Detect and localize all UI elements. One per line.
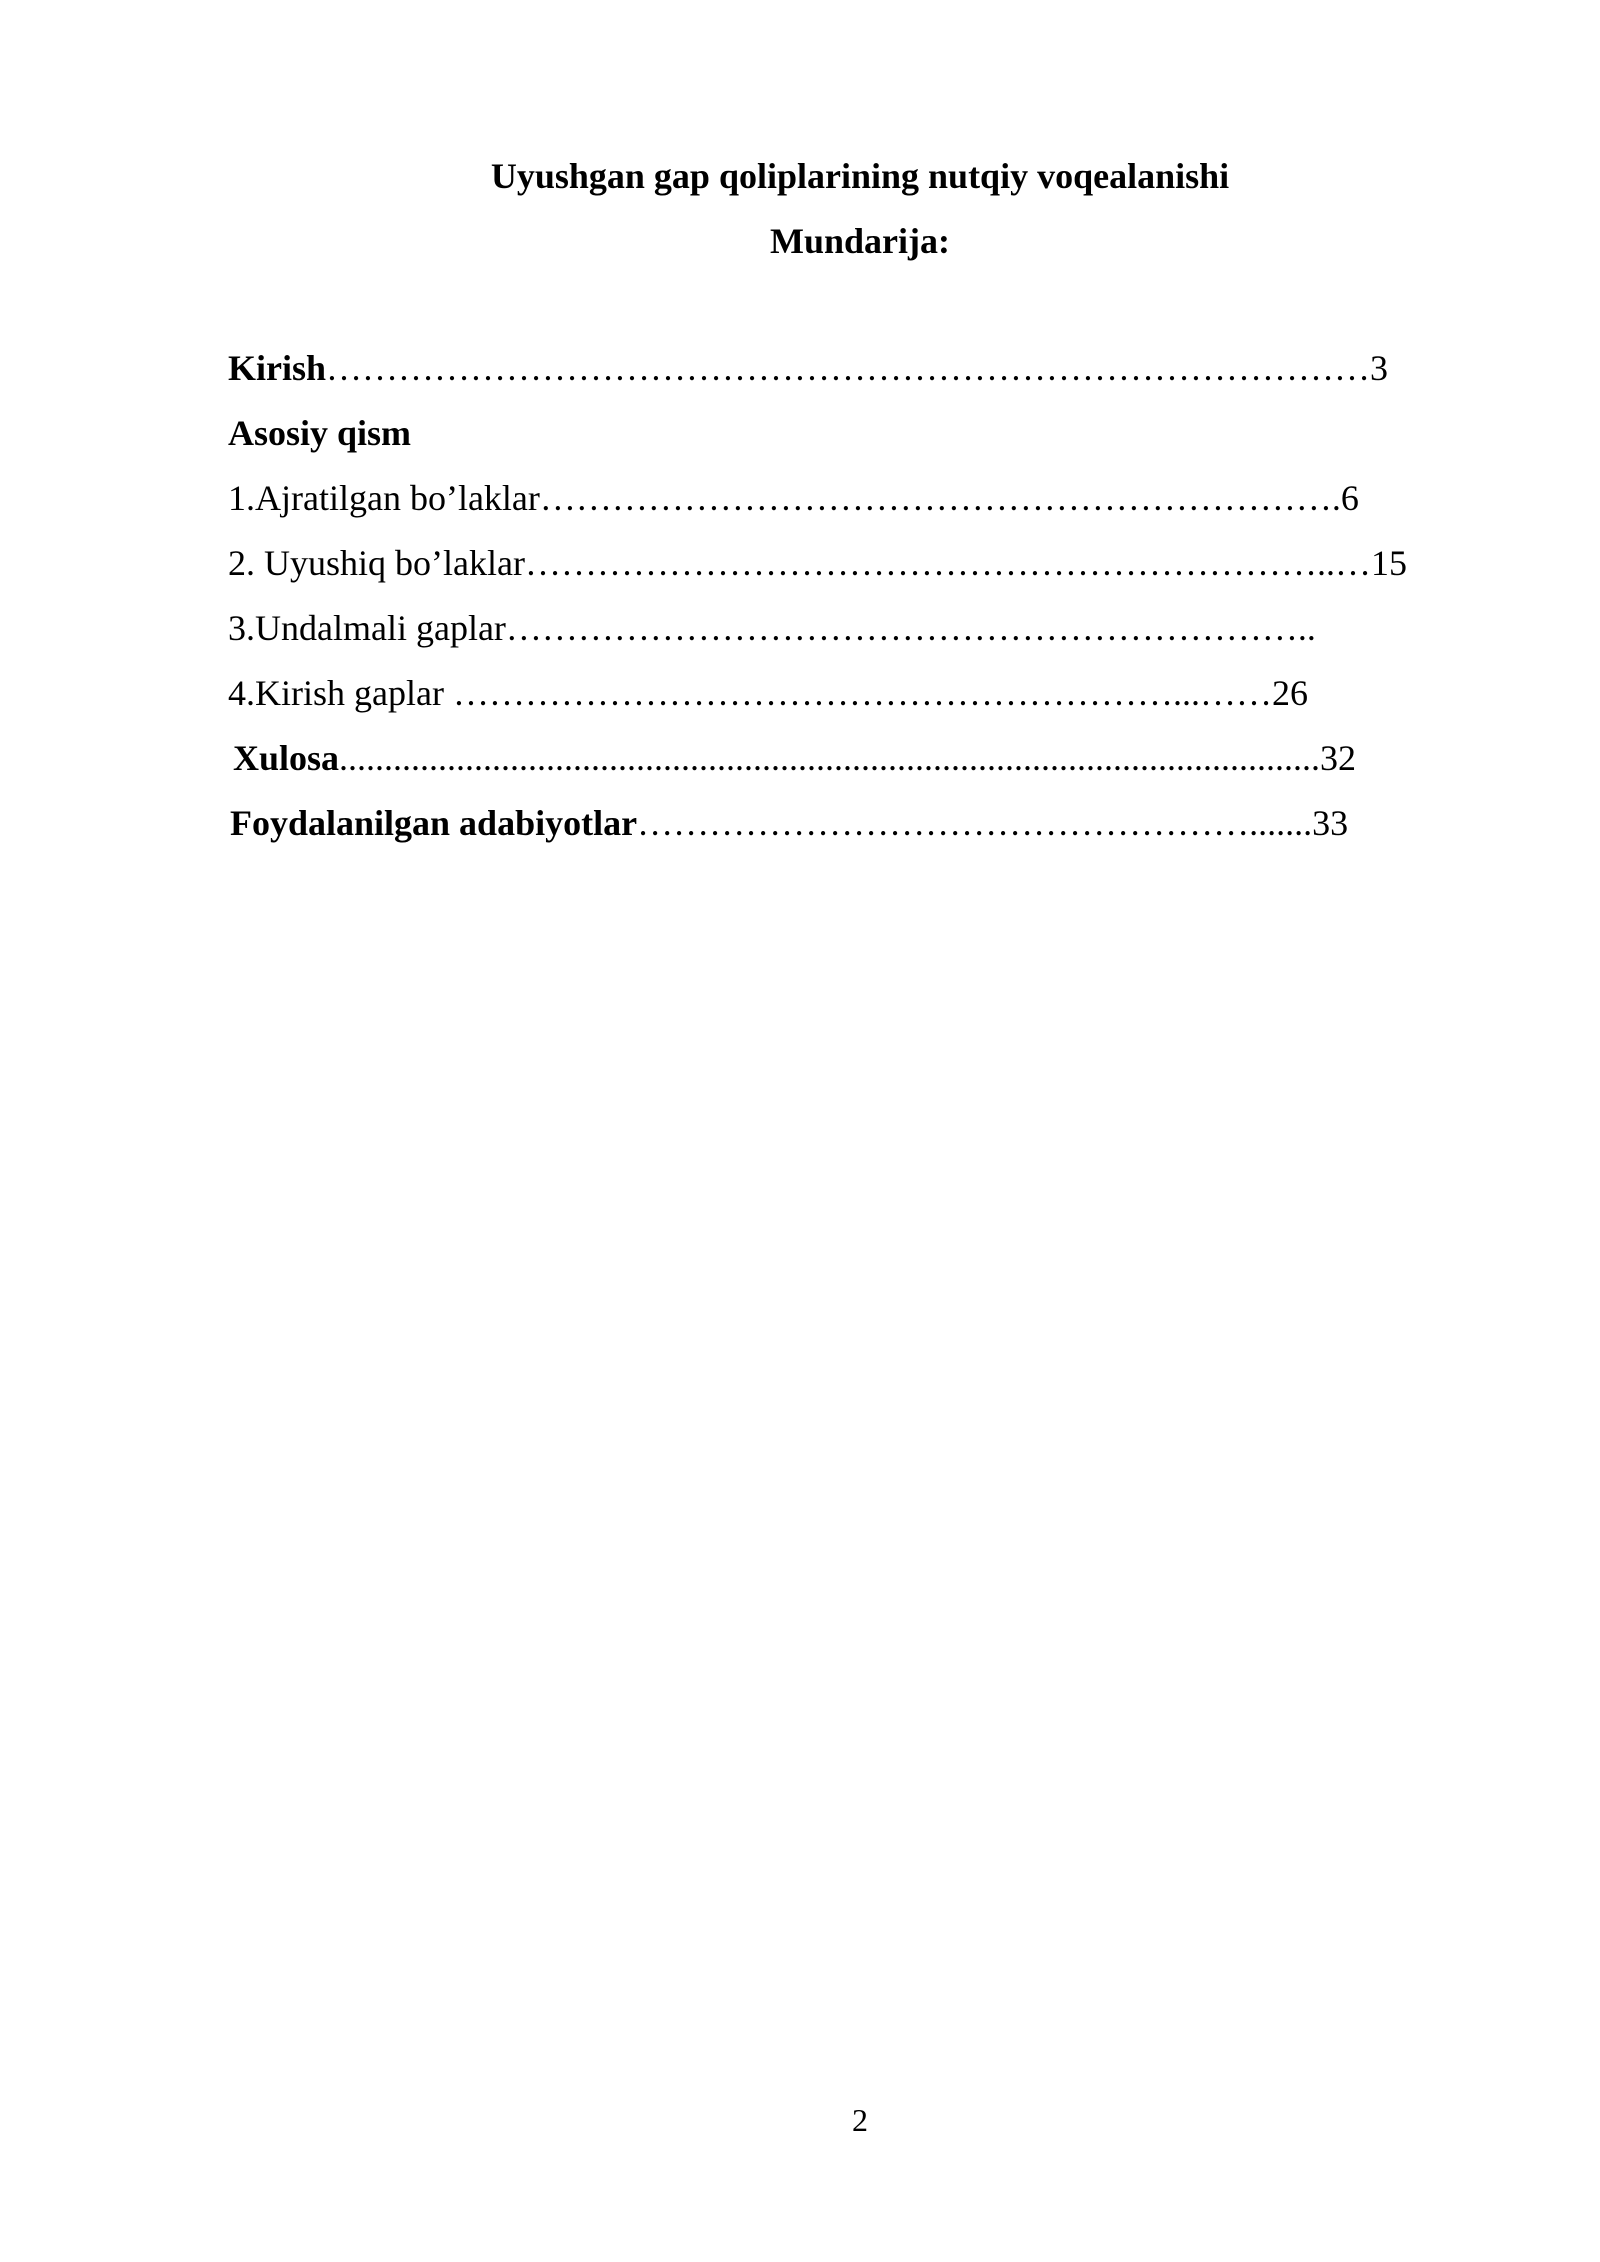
toc-entry-ajratilgan: [228, 476, 1359, 520]
toc-entry-leader: …………………………………………….......: [637, 803, 1313, 843]
toc-entry-leader: ……………………………………………………………………………: [326, 348, 1371, 388]
toc-entry-label: 3.Undalmali gaplar: [228, 608, 506, 648]
page-number: 2: [852, 2102, 868, 2138]
toc-entry-leader: ………………………………………………………….: [539, 478, 1341, 518]
toc-entry-leader: .............................................................................................................: [339, 738, 1321, 778]
toc-section-heading: [228, 411, 411, 455]
toc-entry-page: 15: [1370, 543, 1407, 583]
toc-entry-kirish-gaplar: [228, 671, 1308, 715]
toc-entry-page: 26: [1271, 673, 1308, 713]
contents-heading: Mundarija:: [770, 221, 950, 261]
toc-entry-leader: …………………………………………………………..…: [524, 543, 1371, 583]
toc-entry-label: 2. Uyushiq bo’laklar: [228, 543, 525, 583]
toc-entry-xulosa: [233, 736, 1356, 780]
toc-entry-label: Kirish: [228, 348, 327, 388]
toc-entry-label: Asosiy qism: [228, 413, 412, 453]
toc-entry-leader: …………………………………………………………..: [505, 608, 1316, 648]
toc-entry-uyushiq: [228, 541, 1407, 585]
toc-entry-label: Xulosa: [233, 738, 340, 778]
toc-entry-kirish: [228, 346, 1388, 390]
toc-entry-label: Foydalanilgan adabiyotlar: [230, 803, 638, 843]
toc-entry-undalmali: [228, 606, 1316, 650]
toc-entry-page: 6: [1340, 478, 1359, 518]
toc-entry-page: 3: [1370, 348, 1389, 388]
toc-entry-leader: ……………………………………………………...……: [443, 673, 1272, 713]
toc-entry-label: 4.Kirish gaplar: [228, 673, 444, 713]
document-title: Uyushgan gap qoliplarining nutqiy voqealanishi: [490, 156, 1230, 196]
toc-entry-page: 32: [1320, 738, 1357, 778]
toc-entry-adabiyotlar: [230, 801, 1348, 845]
toc-entry-page: 33: [1312, 803, 1349, 843]
toc-entry-label: 1.Ajratilgan bo’laklar: [228, 478, 540, 518]
